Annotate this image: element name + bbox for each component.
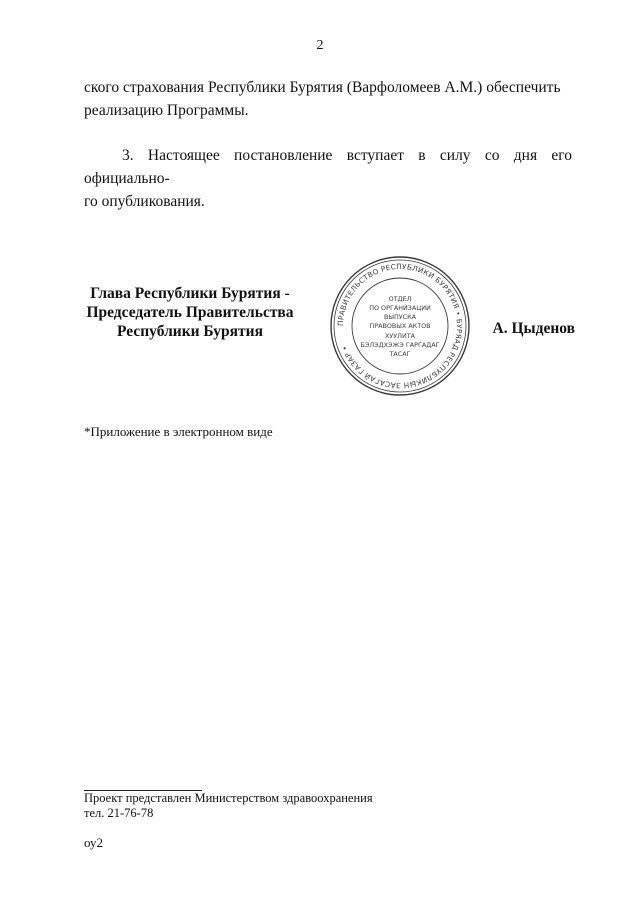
page-number: 2: [316, 38, 324, 53]
signatory-name: А. Цыденов: [492, 320, 575, 337]
document-code: оу2: [84, 835, 104, 850]
footer-note: [84, 791, 373, 821]
seal-text: ПО ОРГАНИЗАЦИИ: [369, 304, 431, 312]
seal-text: ХУУЛИТА: [384, 332, 416, 340]
paragraph-continuation: [84, 76, 572, 122]
seal-text: ТАСАГ: [389, 350, 411, 358]
seal-text: ОТДЕЛ: [388, 295, 412, 303]
attachment-note: *Приложение в электронном виде: [84, 424, 273, 439]
seal-text: БЭЛЭДХЭЖЭ ГАРГАДАГ: [360, 341, 440, 349]
paragraph-line: го опубликования.: [84, 193, 205, 210]
paragraph-line: ского страхования Республики Бурятия (Варфоломеев А.М.) обеспечить: [84, 79, 561, 96]
seal-text: ПРАВОВЫХ АКТОВ: [369, 322, 431, 330]
official-seal: [329, 255, 471, 397]
signatory-title-line: Председатель Правительства: [86, 304, 294, 321]
paragraph-effective-date: [84, 144, 572, 213]
paragraph-line: 3. Настоящее постановление вступает в силу со дня его официально-: [84, 147, 572, 187]
footer-line: Проект представлен Министерством здравоохранения: [84, 791, 373, 805]
signatory-title: [70, 284, 310, 341]
footer-line: тел. 21-76-78: [84, 806, 154, 820]
paragraph-line: реализацию Программы.: [84, 102, 249, 119]
signatory-title-line: Глава Республики Бурятия -: [90, 285, 290, 302]
signatory-title-line: Республики Бурятия: [117, 323, 263, 340]
seal-text: ВЫПУСКА: [383, 313, 417, 321]
svg-text:ПРАВИТЕЛЬСТВО РЕСПУБЛИКИ БУРЯТ: ПРАВИТЕЛЬСТВО РЕСПУБЛИКИ БУРЯТИЯ • БУРЯАД РЕСПУБЛИКЫН ЗАСАГАЙ ГАЗАР •: [335, 261, 465, 391]
